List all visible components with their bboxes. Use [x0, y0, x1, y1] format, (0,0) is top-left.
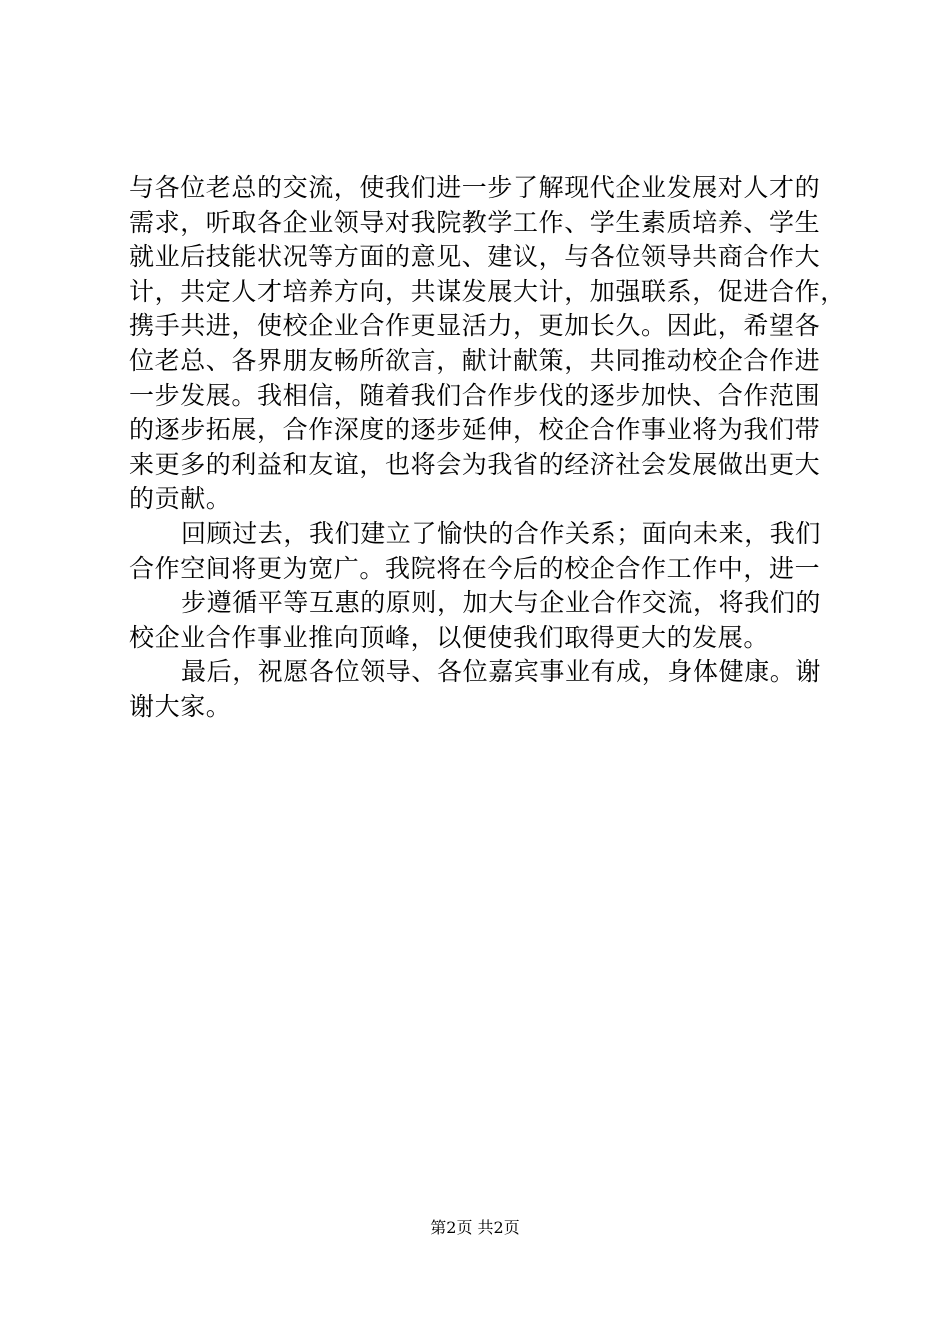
text-line: 携手共进，使校企业合作更显活力，更加长久。因此，希望各 [129, 311, 821, 341]
page-number-footer: 第2页 共2页 [430, 1218, 520, 1237]
text-line: 合作空间将更为宽广。我院将在今后的校企合作工作中，进一 [129, 553, 821, 583]
speech-body [129, 171, 846, 725]
text-line: 回顾过去，我们建立了愉快的合作关系；面向未来，我们 [181, 518, 822, 548]
text-line: 就业后技能状况等方面的意见、建议，与各位领导共商合作大 [129, 242, 821, 272]
text-line: 步遵循平等互惠的原则，加大与企业合作交流，将我们的 [181, 588, 822, 618]
text-line: 的逐步拓展，合作深度的逐步延伸，校企合作事业将为我们带 [129, 415, 821, 445]
text-line: 来更多的利益和友谊，也将会为我省的经济社会发展做出更大 [129, 449, 821, 479]
text-line: 需求，听取各企业领导对我院教学工作、学生素质培养、学生 [129, 207, 821, 237]
text-line: 的贡献。 [129, 484, 232, 514]
text-line: 位老总、各界朋友畅所欲言，献计献策，共同推动校企合作进 [129, 345, 821, 375]
text-line: 计，共定人才培养方向，共谋发展大计，加强联系，促进合作， [129, 276, 846, 306]
text-line: 谢大家。 [129, 691, 232, 721]
text-line: 最后，祝愿各位领导、各位嘉宾事业有成，身体健康。谢 [181, 657, 822, 687]
text-line: 与各位老总的交流，使我们进一步了解现代企业发展对人才的 [129, 173, 821, 202]
text-line: 校企业合作事业推向顶峰，以便使我们取得更大的发展。 [129, 622, 770, 652]
text-line: 一步发展。我相信，随着我们合作步伐的逐步加快、合作范围 [129, 380, 821, 410]
